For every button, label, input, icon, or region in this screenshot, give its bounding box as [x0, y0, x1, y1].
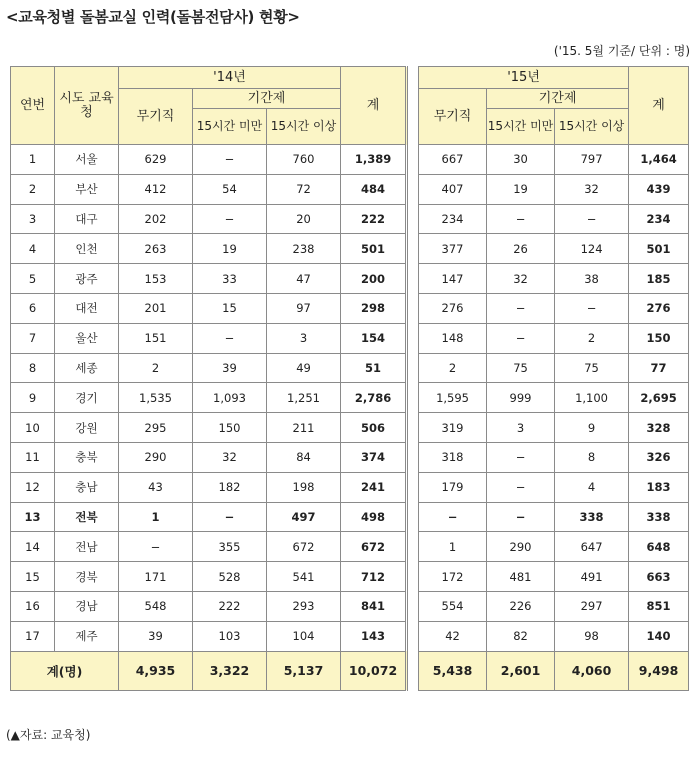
source-note: (▲자료: 교육청) — [6, 728, 91, 742]
table-cell: 대전 — [55, 293, 119, 323]
total-label: 계(명) — [11, 651, 119, 690]
header-total-15: 계 — [629, 67, 689, 145]
table-cell: 548 — [119, 591, 193, 621]
table-cell: 355 — [193, 532, 267, 562]
table-cell: 712 — [341, 562, 407, 592]
table-cell: 481 — [487, 562, 555, 592]
table-cell: 797 — [555, 145, 629, 175]
table-cell: 647 — [555, 532, 629, 562]
table-cell: 전북 — [55, 502, 119, 532]
table-cell: 326 — [629, 442, 689, 472]
table-cell: − — [555, 204, 629, 234]
table-cell: 8 — [555, 442, 629, 472]
table-row — [11, 293, 689, 323]
table-cell: 663 — [629, 562, 689, 592]
table-cell: 30 — [487, 145, 555, 175]
table-cell: 세종 — [55, 353, 119, 383]
table-cell: 263 — [119, 234, 193, 264]
table-cell: 부산 — [55, 174, 119, 204]
table-row — [11, 383, 689, 413]
table-cell: − — [119, 532, 193, 562]
table-cell: 15 — [11, 562, 55, 592]
table-cell: 82 — [487, 621, 555, 651]
table-cell: 999 — [487, 383, 555, 413]
table-cell: 대구 — [55, 204, 119, 234]
table-cell: 서울 — [55, 145, 119, 175]
table-cell: 인천 — [55, 234, 119, 264]
table-cell: 32 — [193, 442, 267, 472]
table-cell: 328 — [629, 413, 689, 443]
total-cell: 5,438 — [419, 651, 487, 690]
total-cell: 4,935 — [119, 651, 193, 690]
table-cell: 10 — [11, 413, 55, 443]
table-cell: 19 — [193, 234, 267, 264]
unit-note: ('15. 5월 기준/ 단위 : 명) — [553, 44, 690, 58]
table-cell: 377 — [419, 234, 487, 264]
table-cell: 147 — [419, 264, 487, 294]
header-over15-14: 15시간 이상 — [267, 109, 341, 145]
table-cell: 9 — [11, 383, 55, 413]
table-cell: 43 — [119, 472, 193, 502]
table-cell: 1,595 — [419, 383, 487, 413]
table-cell: 234 — [629, 204, 689, 234]
table-row — [11, 353, 689, 383]
table-cell: 2,695 — [629, 383, 689, 413]
table-cell: 72 — [267, 174, 341, 204]
table-cell: 경남 — [55, 591, 119, 621]
table-cell: 77 — [629, 353, 689, 383]
table-cell: 201 — [119, 293, 193, 323]
table-cell: 241 — [341, 472, 407, 502]
table-cell: − — [487, 293, 555, 323]
header-regular-15: 무기직 — [419, 89, 487, 145]
table-cell: 104 — [267, 621, 341, 651]
table-cell: 202 — [119, 204, 193, 234]
table-cell: 124 — [555, 234, 629, 264]
table-cell: 319 — [419, 413, 487, 443]
table-cell: 222 — [193, 591, 267, 621]
table-cell: 5 — [11, 264, 55, 294]
header-year14: '14년 — [119, 67, 341, 89]
table-cell: 171 — [119, 562, 193, 592]
table-cell: 211 — [267, 413, 341, 443]
table-cell: 15 — [193, 293, 267, 323]
table-cell: 9 — [555, 413, 629, 443]
table-cell: 185 — [629, 264, 689, 294]
table-cell: 2 — [419, 353, 487, 383]
table-cell: − — [487, 204, 555, 234]
table-cell: 3 — [11, 204, 55, 234]
table-cell: 39 — [193, 353, 267, 383]
table-cell: 1 — [11, 145, 55, 175]
table-cell: 491 — [555, 562, 629, 592]
table-cell: 4 — [555, 472, 629, 502]
total-cell: 2,601 — [487, 651, 555, 690]
staff-table — [10, 66, 689, 691]
table-cell: 17 — [11, 621, 55, 651]
table-cell: 760 — [267, 145, 341, 175]
header-fixed-term-15: 기간제 — [487, 89, 629, 109]
table-cell: − — [193, 204, 267, 234]
table-cell: 374 — [341, 442, 407, 472]
total-cell: 9,498 — [629, 651, 689, 690]
table-cell: 32 — [555, 174, 629, 204]
table-cell: 경기 — [55, 383, 119, 413]
table-cell: 297 — [555, 591, 629, 621]
table-cell: 1 — [419, 532, 487, 562]
table-cell: 8 — [11, 353, 55, 383]
table-cell: 154 — [341, 323, 407, 353]
table-row — [11, 264, 689, 294]
table-cell: 충남 — [55, 472, 119, 502]
table-cell: 1,093 — [193, 383, 267, 413]
total-cell: 10,072 — [341, 651, 407, 690]
table-cell: 97 — [267, 293, 341, 323]
table-row — [11, 562, 689, 592]
table-cell: 42 — [419, 621, 487, 651]
table-cell: 14 — [11, 532, 55, 562]
table-cell: 7 — [11, 323, 55, 353]
table-cell: 98 — [555, 621, 629, 651]
table-cell: 140 — [629, 621, 689, 651]
table-cell: 광주 — [55, 264, 119, 294]
table-cell: − — [193, 145, 267, 175]
table-row — [11, 621, 689, 651]
table-cell: 충북 — [55, 442, 119, 472]
table-row — [11, 145, 689, 175]
table-cell: 648 — [629, 532, 689, 562]
table-row — [11, 234, 689, 264]
header-over15-15: 15시간 이상 — [555, 109, 629, 145]
header-fixed-term-14: 기간제 — [193, 89, 341, 109]
table-cell: 295 — [119, 413, 193, 443]
table-cell: 234 — [419, 204, 487, 234]
table-cell: 12 — [11, 472, 55, 502]
table-cell: 2 — [119, 353, 193, 383]
table-cell: 38 — [555, 264, 629, 294]
table-cell: 276 — [419, 293, 487, 323]
table-row — [11, 204, 689, 234]
table-cell: 전남 — [55, 532, 119, 562]
table-cell: 4 — [11, 234, 55, 264]
table-cell: 629 — [119, 145, 193, 175]
table-cell: 1 — [119, 502, 193, 532]
table-cell: 2 — [555, 323, 629, 353]
table-cell: 47 — [267, 264, 341, 294]
table-cell: − — [193, 323, 267, 353]
table-cell: 103 — [193, 621, 267, 651]
table-cell: 제주 — [55, 621, 119, 651]
table-cell: 412 — [119, 174, 193, 204]
table-cell: 153 — [119, 264, 193, 294]
table-cell: 667 — [419, 145, 487, 175]
table-cell: 407 — [419, 174, 487, 204]
table-row — [11, 502, 689, 532]
table-cell: 51 — [341, 353, 407, 383]
table-cell: 841 — [341, 591, 407, 621]
table-cell: − — [193, 502, 267, 532]
total-cell: 3,322 — [193, 651, 267, 690]
table-cell: 290 — [487, 532, 555, 562]
table-cell: 200 — [341, 264, 407, 294]
table-cell: 501 — [341, 234, 407, 264]
table-cell: 49 — [267, 353, 341, 383]
table-cell: 318 — [419, 442, 487, 472]
table-cell: 강원 — [55, 413, 119, 443]
table-row — [11, 323, 689, 353]
header-year15: '15년 — [419, 67, 629, 89]
table-cell: − — [487, 442, 555, 472]
table-cell: 501 — [629, 234, 689, 264]
header-total-14: 계 — [341, 67, 407, 145]
table-cell: 498 — [341, 502, 407, 532]
table-row — [11, 174, 689, 204]
table-row — [11, 413, 689, 443]
table-cell: − — [487, 502, 555, 532]
table-cell: 226 — [487, 591, 555, 621]
table-cell: 75 — [555, 353, 629, 383]
table-cell: 541 — [267, 562, 341, 592]
header-regular-14: 무기직 — [119, 89, 193, 145]
table-cell: − — [487, 323, 555, 353]
table-body — [11, 145, 689, 652]
table-cell: 672 — [267, 532, 341, 562]
table-cell: 1,535 — [119, 383, 193, 413]
table-cell: 1,100 — [555, 383, 629, 413]
table-cell: 293 — [267, 591, 341, 621]
header-no: 연번 — [11, 67, 55, 145]
table-cell: 298 — [341, 293, 407, 323]
table-cell: 851 — [629, 591, 689, 621]
table-cell: 484 — [341, 174, 407, 204]
table-cell: 182 — [193, 472, 267, 502]
table-cell: 439 — [629, 174, 689, 204]
table-cell: 84 — [267, 442, 341, 472]
table-cell: 672 — [341, 532, 407, 562]
table-cell: 338 — [629, 502, 689, 532]
table-cell: 11 — [11, 442, 55, 472]
table-cell: 276 — [629, 293, 689, 323]
table-cell: 150 — [193, 413, 267, 443]
header-under15-14: 15시간 미만 — [193, 109, 267, 145]
table-cell: 198 — [267, 472, 341, 502]
table-cell: 172 — [419, 562, 487, 592]
total-cell: 4,060 — [555, 651, 629, 690]
table-row — [11, 442, 689, 472]
table-cell: 506 — [341, 413, 407, 443]
table-cell: 338 — [555, 502, 629, 532]
table-row — [11, 591, 689, 621]
table-cell: − — [419, 502, 487, 532]
table-cell: 33 — [193, 264, 267, 294]
table-cell: 183 — [629, 472, 689, 502]
table-cell: 20 — [267, 204, 341, 234]
header-under15-15: 15시간 미만 — [487, 109, 555, 145]
table-cell: − — [487, 472, 555, 502]
table-cell: 39 — [119, 621, 193, 651]
total-cell: 5,137 — [267, 651, 341, 690]
table-cell: 151 — [119, 323, 193, 353]
table-cell: 148 — [419, 323, 487, 353]
table-cell: 1,389 — [341, 145, 407, 175]
table-row — [11, 532, 689, 562]
table-cell: 26 — [487, 234, 555, 264]
table-cell: 150 — [629, 323, 689, 353]
table-cell: 1,464 — [629, 145, 689, 175]
table-cell: 290 — [119, 442, 193, 472]
table-row — [11, 472, 689, 502]
page-title: <교육청별 돌봄교실 인력(돌봄전담사) 현황> — [6, 8, 300, 26]
table-cell: 경북 — [55, 562, 119, 592]
table-cell: 2 — [11, 174, 55, 204]
table-cell: 54 — [193, 174, 267, 204]
table-cell: 554 — [419, 591, 487, 621]
header-region: 시도 교육청 — [55, 67, 119, 145]
table-cell: 75 — [487, 353, 555, 383]
table-cell: 13 — [11, 502, 55, 532]
table-cell: 1,251 — [267, 383, 341, 413]
table-cell: 16 — [11, 591, 55, 621]
table-cell: 222 — [341, 204, 407, 234]
table-cell: − — [555, 293, 629, 323]
table-cell: 143 — [341, 621, 407, 651]
table-cell: 19 — [487, 174, 555, 204]
table-cell: 울산 — [55, 323, 119, 353]
table-cell: 179 — [419, 472, 487, 502]
table-cell: 3 — [487, 413, 555, 443]
table-cell: 32 — [487, 264, 555, 294]
table-cell: 3 — [267, 323, 341, 353]
table-cell: 6 — [11, 293, 55, 323]
table-cell: 2,786 — [341, 383, 407, 413]
table-cell: 497 — [267, 502, 341, 532]
table-cell: 528 — [193, 562, 267, 592]
table-cell: 238 — [267, 234, 341, 264]
